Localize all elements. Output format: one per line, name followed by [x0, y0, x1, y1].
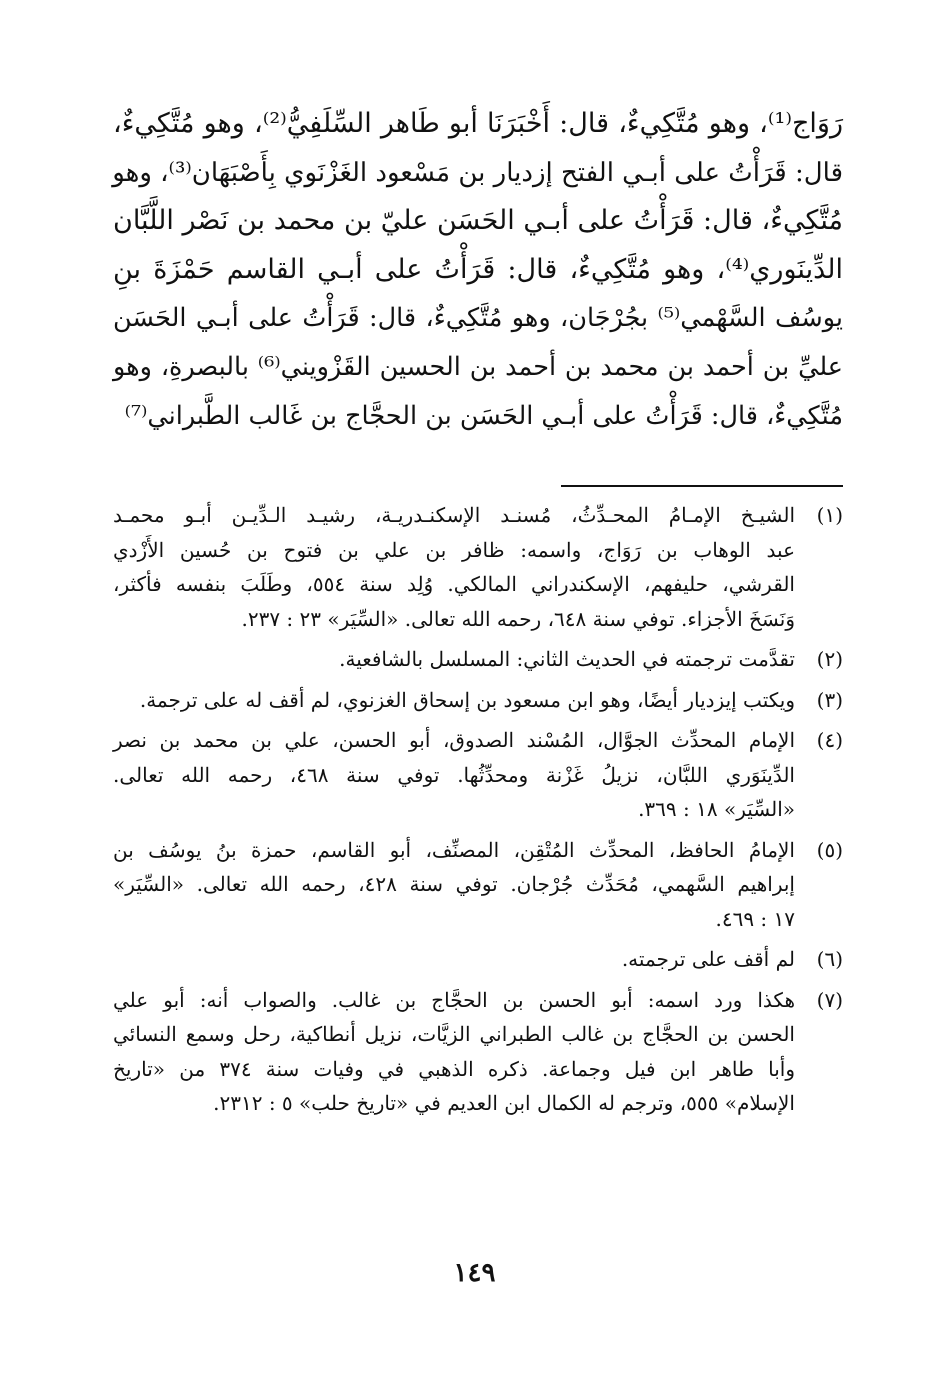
- footnote-line: لم أقف على ترجمته.: [621, 947, 795, 971]
- footnote-7: [113, 983, 843, 1121]
- footnote-4: [113, 723, 843, 827]
- footnote-3: [113, 683, 843, 718]
- footnote-1: [113, 498, 843, 636]
- main-text-block: [113, 100, 843, 440]
- footnote-separator-rule: [561, 485, 843, 487]
- footnote-body: [113, 942, 795, 977]
- footnote-line: الشيـخ الإمـامُ المحـدِّثُ، مُسنـد الإسكنـدريـة، رشيـد الـدِّيـن أبـو محمـد: [113, 503, 795, 527]
- footnote-2: [113, 642, 843, 677]
- footnote-line: الإمامُ الحافظ، المحدِّث المُتْقِن، المصنِّف، أبو القاسم، حمزة بنُ يوسُف بن: [113, 837, 795, 862]
- footnote-line: تقدَّمت ترجمته في الحديث الثاني: المسلسل بالشافعية.: [339, 647, 795, 671]
- footnote-number: (٣): [816, 687, 843, 712]
- footnote-6: [113, 942, 843, 977]
- footnote-body: [113, 833, 795, 937]
- footnote-line: وَنَسَخَ الأجزاء. توفي سنة ٦٤٨، رحمه الله تعالى. «السِّيَر» ٢٣ : ٢٣٧.: [241, 606, 795, 631]
- footnote-body: [113, 723, 795, 827]
- footnote-number: (٥): [816, 837, 843, 862]
- footnote-line: إبراهيم السَّهمي، مُحَدِّث جُرْجان. توفي سنة ٤٢٨، رحمه الله تعالى. «السِّيَر»: [113, 872, 795, 896]
- footnote-line: الإمام المحدِّث الجوَّال، المُسْند الصدوق، أبو الحسن، علي بن محمد بن نصر: [113, 728, 795, 752]
- main-text-line: رَوَاج⁽¹⁾، وهو مُتَّكِيءٌ، قال: أَخْبَرَنَا أبو طَاهر السِّلَفِيُّ⁽²⁾، وهو مُتَّكِيءٌ،: [113, 108, 843, 139]
- footnote-body: [113, 983, 795, 1121]
- main-text-line: الدِّينَوري⁽⁴⁾، وهو مُتَّكِيءٌ، قال: قَرَأْتُ على أبـي القاسم حَمْزَةَ بنِ: [113, 253, 843, 285]
- footnote-number: (١): [816, 503, 843, 527]
- footnote-line: وأبا طاهر ابن فيل وجماعة. ذكره الذهبي في وفيات سنة ٣٧٤ من «تاريخ: [113, 1056, 796, 1081]
- footnote-number: (٤): [816, 728, 843, 752]
- footnote-body: [113, 642, 795, 677]
- main-text-line: يوسُف السَّهْمي⁽⁵⁾ بجُرْجَان، وهو مُتَّكِيءٌ، قال: قَرَأْتُ على أبـي الحَسَن: [113, 303, 843, 334]
- footnote-5: [113, 833, 843, 937]
- footnote-line: الحسن بن الحجَّاج بن غالب الطبراني الزيَّات، نزيل أنطاكية، رحل وسمع النسائي: [113, 1022, 795, 1046]
- footnote-body: [113, 683, 795, 718]
- footnote-line: الدِّينَوَري اللبَّان، نزيلُ غَزْنة ومحدِّثُها. توفي سنة ٤٦٨، رحمه الله تعالى.: [113, 762, 795, 787]
- footnote-line: الإسلام» ٥٥٥، وترجم له الكمال ابن العديم في «تاريخ حلب» ٥ : ٢٣١٢.: [213, 1091, 795, 1115]
- footnote-body: [113, 498, 795, 636]
- footnote-line: «السِّيَر» ١٨ : ٣٦٩.: [638, 797, 795, 821]
- footnotes-section: [113, 498, 843, 1127]
- footnote-number: (٧): [816, 987, 843, 1012]
- page-number: ١٤٩: [453, 1258, 496, 1288]
- footnote-line: هكذا ورد اسمه: أبو الحسن بن الحجَّاج بن غالب. والصواب أنه: أبو علي: [113, 987, 795, 1012]
- footnote-number: (٢): [816, 647, 843, 671]
- main-text-line: عليِّ بن أحمد بن محمد بن أحمد بن الحسين القَزْويني⁽⁶⁾ بالبصرةِ، وهو: [113, 351, 844, 382]
- footnote-line: عبد الوهاب بن رَوَاج، واسمه: ظافر بن علي بن فتوح بن حُسين الأَزْدي: [113, 537, 795, 562]
- main-text-line: قال: قَرَأْتُ على أبـي الفتح إزديار بن مَسْعود الغَزْنَوي بِأَصْبَهَان⁽³⁾، وهو: [112, 157, 843, 188]
- footnote-line: ويكتب إيزديار أيضًا، وهو ابن مسعود بن إسحاق الغزنوي، لم أقف له على ترجمة.: [139, 687, 795, 712]
- footnote-line: ١٧ : ٤٦٩.: [715, 906, 795, 931]
- main-text-line: مُتَّكِيءٌ، قال: قَرَأْتُ على أبـي الحَسَن عليّ بن محمد بن نَصْر اللَّبَّان: [113, 205, 843, 237]
- footnote-line: القرشي، حليفهم، الإسكندراني المالكي. وُلِد سنة ٥٥٤، وطَلَبَ بنفسه فأكثر،: [113, 572, 795, 596]
- footnote-number: (٦): [816, 947, 843, 971]
- main-text-line: مُتَّكِيءٌ، قال: قَرَأْتُ على أبـي الحَسَن بن الحجَّاج بن غَالب الطَّبراني⁽⁷⁾: [124, 400, 843, 431]
